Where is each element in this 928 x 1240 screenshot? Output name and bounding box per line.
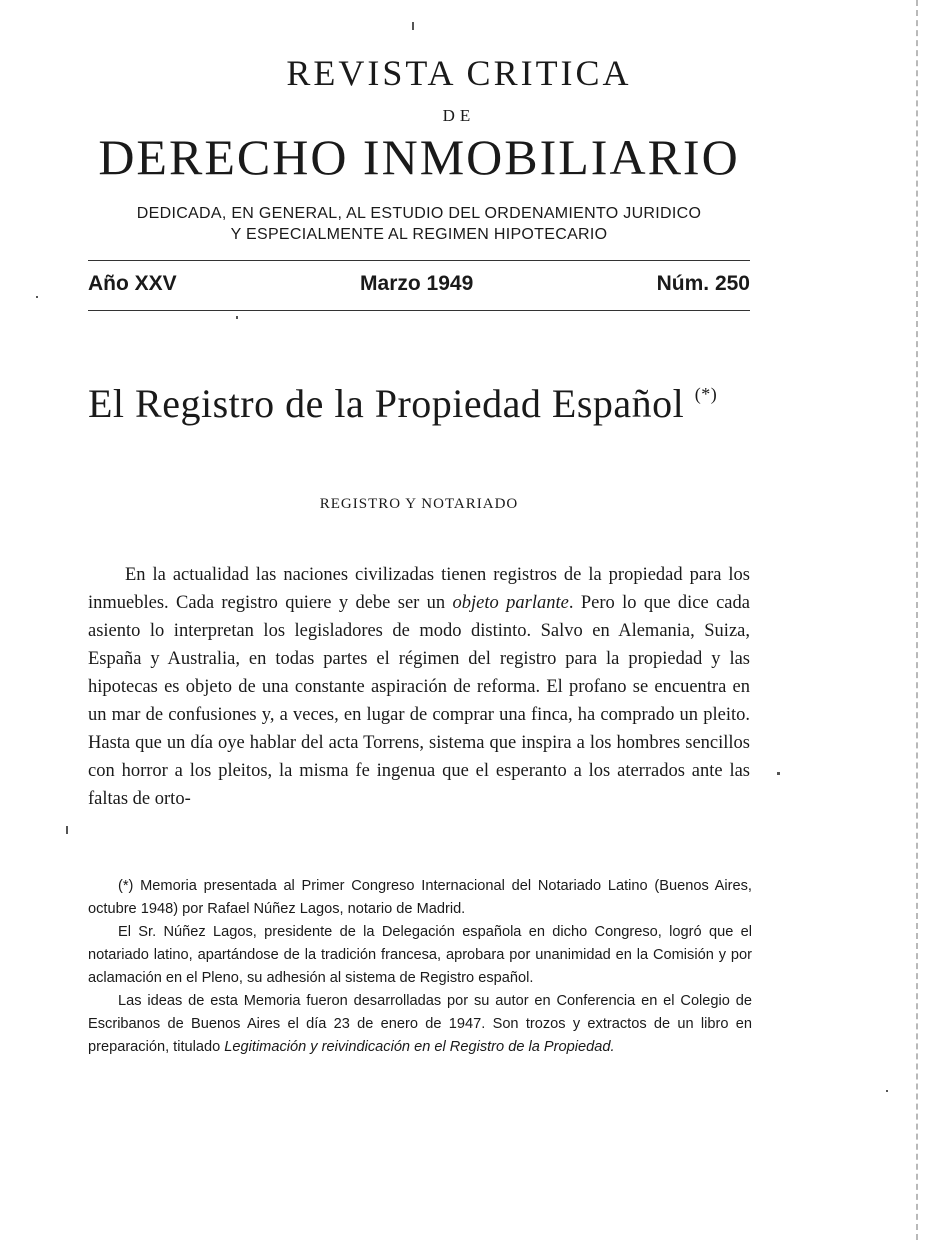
footnote-3-italic: Legitimación y reivindicación en el Registro de la Propiedad.: [224, 1039, 615, 1055]
bottom-rule: [88, 310, 750, 311]
body-text-end: . Pero lo que dice cada asiento lo interpretan los legisladores de modo distinto. Salvo en Alemania, Suiza, España y Australia, en todas partes el régimen del registro para la propiedad y las hipotecas es objeto de una constante aspiración de reforma. El profano se encuentra en un mar de confusiones y, a veces, en lugar de comprar una finca, ha comprado un pleito. Hasta que un día oye hablar del acta Torrens, sistema que inspira a los hombres sencillos con horror a los pleitos, la misma fe ingenua que el esperanto a los aterrados ante las faltas de orto-: [88, 593, 750, 809]
footnote-2: El Sr. Núñez Lagos, presidente de la Delegación española en dicho Congreso, logró que el notariado latino, apartándose de la tradición francesa, aprobara por unanimidad en la Comisión y por aclamación en el Pleno, su adhesión al sistema de Registro español.: [88, 924, 752, 986]
footnotes: [88, 875, 752, 1059]
journal-dedication: [85, 203, 753, 245]
scan-speck: [36, 296, 38, 298]
scan-speck: [66, 826, 68, 834]
issue-date: Marzo 1949: [360, 272, 474, 295]
scan-edge-line: [916, 0, 918, 1240]
body-text-italic: objeto parlante: [452, 593, 569, 613]
dedication-line-2: Y ESPECIALMENTE AL REGIMEN HIPOTECARIO: [230, 226, 608, 243]
top-rule: [88, 260, 750, 261]
issue-info-row: [88, 272, 750, 296]
body-paragraph: [88, 561, 750, 813]
article-title: [88, 380, 758, 427]
issue-year: Año XXV: [88, 272, 177, 295]
footnote-marker: (*): [694, 384, 718, 404]
scan-speck: [886, 1090, 888, 1092]
issue-number: Núm. 250: [656, 272, 750, 295]
footnote-3-text: Las ideas de esta Memoria fueron desarrolladas por su autor en Conferencia en el Colegio de Escribanos de Buenos Aires el día 23 de enero de 1947. Son trozos y extractos de un libro en preparación, titulado: [88, 993, 752, 1055]
footnote-1: (*) Memoria presentada al Primer Congreso Internacional del Notariado Latino (Buenos Aires, octubre 1948) por Rafael Núñez Lagos, notario de Madrid.: [88, 878, 752, 917]
article-title-text: El Registro de la Propiedad Español: [88, 381, 685, 426]
scan-speck: [777, 772, 780, 775]
footnote-3: [88, 990, 752, 1059]
journal-title: REVISTA CRITICA: [286, 53, 632, 93]
section-heading: REGISTRO Y NOTARIADO: [319, 496, 519, 512]
scan-speck: [412, 22, 414, 30]
dedication-line-1: DEDICADA, EN GENERAL, AL ESTUDIO DEL ORDENAMIENTO JURIDICO: [136, 205, 702, 222]
journal-title-connector: DE: [442, 106, 476, 125]
journal-subtitle: DERECHO INMOBILIARIO: [98, 129, 740, 185]
body-text-start: En la actualidad las naciones civilizadas tienen registros de la propiedad para los inmuebles. Cada registro quiere y debe ser un: [88, 565, 750, 613]
scan-speck: [236, 316, 238, 319]
